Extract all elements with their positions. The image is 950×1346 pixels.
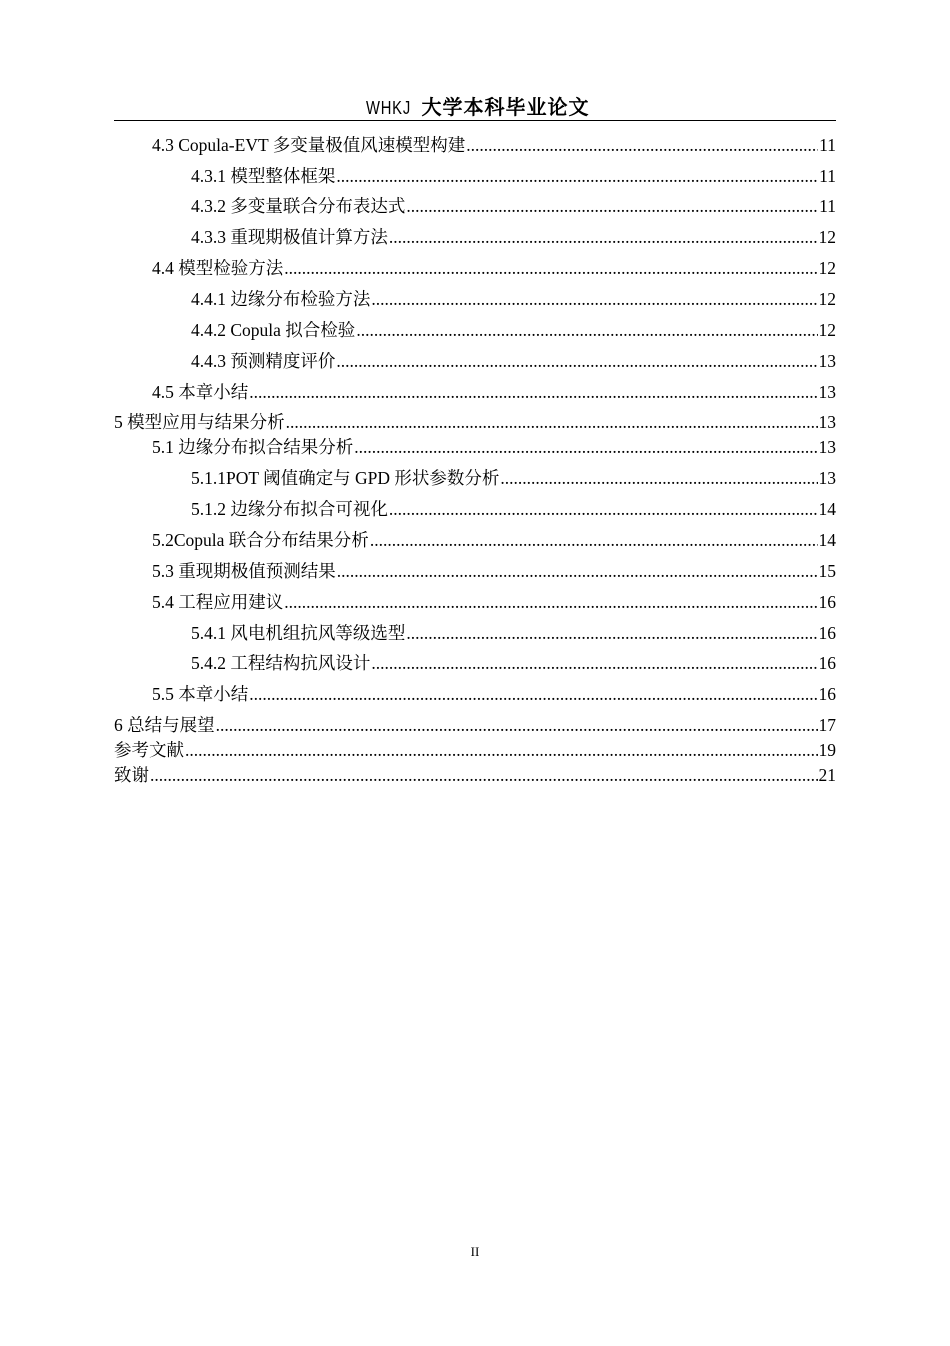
- toc-entry-5-4-2[interactable]: [114, 651, 836, 675]
- toc-entry-title: 5 模型应用与结果分析: [114, 412, 285, 432]
- toc-entry-references[interactable]: [114, 738, 836, 762]
- toc-entry-title: 5.1.1POT 阈值确定与 GPD 形状参数分析: [191, 468, 500, 488]
- toc-entry-5-3[interactable]: [114, 559, 836, 583]
- toc-entry-4-4[interactable]: [114, 256, 836, 280]
- toc-entry-title: 4.3 Copula-EVT 多变量极值风速模型构建: [152, 135, 466, 155]
- toc-leader-dots: [389, 225, 818, 249]
- toc-entry-title: 4.5 本章小结: [152, 382, 249, 402]
- toc-leader-dots: [336, 349, 817, 373]
- toc-entry-title: 致谢: [114, 765, 149, 785]
- toc-entry-page: 11: [819, 196, 836, 216]
- toc-entry-page: 13: [818, 437, 836, 457]
- toc-entry-4-5[interactable]: [114, 380, 836, 404]
- toc-entry-title: 5.4.2 工程结构抗风设计: [191, 653, 371, 673]
- toc-entry-4-4-2[interactable]: [114, 318, 836, 342]
- toc-entry-title: 4.4.1 边缘分布检验方法: [191, 289, 371, 309]
- toc-entry-title: 5.5 本章小结: [152, 684, 249, 704]
- toc-entry-title: 5.4 工程应用建议: [152, 592, 284, 612]
- toc-entry-page: 16: [818, 684, 836, 704]
- toc-entry-5[interactable]: [114, 410, 836, 434]
- toc-entry-title: 5.2Copula 联合分布结果分析: [152, 530, 369, 550]
- page-header: [114, 94, 836, 121]
- toc-leader-dots: [216, 713, 818, 737]
- toc-entry-5-4-1[interactable]: [114, 621, 836, 645]
- toc-leader-dots: [356, 318, 817, 342]
- toc-entry-6[interactable]: [114, 713, 836, 737]
- toc-entry-page: 14: [818, 499, 836, 519]
- toc-entry-page: 16: [818, 653, 836, 673]
- toc-entry-acknowledgements[interactable]: [114, 763, 836, 787]
- toc-leader-dots: [284, 256, 817, 280]
- toc-entry-5-1[interactable]: [114, 435, 836, 459]
- toc-entry-5-4[interactable]: [114, 590, 836, 614]
- toc-entry-title: 5.1.2 边缘分布拟合可视化: [191, 499, 388, 519]
- toc-leader-dots: [150, 763, 818, 787]
- toc-entry-4-4-3[interactable]: [114, 349, 836, 373]
- toc-leader-dots: [249, 380, 817, 404]
- toc-entry-page: 11: [819, 135, 836, 155]
- toc-entry-title: 5.1 边缘分布拟合结果分析: [152, 437, 354, 457]
- toc-entry-title: 4.3.2 多变量联合分布表达式: [191, 196, 406, 216]
- toc-entry-title: 4.3.1 模型整体框架: [191, 166, 336, 186]
- toc-leader-dots: [337, 559, 818, 583]
- toc-entry-5-1-1[interactable]: [114, 466, 836, 490]
- toc-entry-title: 6 总结与展望: [114, 715, 215, 735]
- toc-entry-4-3[interactable]: [114, 133, 836, 157]
- toc-entry-4-3-2[interactable]: [114, 194, 836, 218]
- toc-entry-page: 17: [818, 715, 836, 735]
- toc-leader-dots: [284, 590, 817, 614]
- toc-leader-dots: [185, 738, 818, 762]
- header-school-code: WHKJ: [365, 98, 411, 118]
- toc-leader-dots: [466, 133, 818, 157]
- toc-entry-page: 15: [818, 561, 836, 581]
- toc-entry-page: 13: [818, 351, 836, 371]
- toc-entry-title: 5.3 重现期极值预测结果: [152, 561, 336, 581]
- toc-entry-5-1-2[interactable]: [114, 497, 836, 521]
- toc-entry-title: 参考文献: [114, 740, 184, 760]
- toc-entry-page: 11: [819, 166, 836, 186]
- toc-entry-title: 5.4.1 风电机组抗风等级选型: [191, 623, 406, 643]
- toc-entry-title: 4.3.3 重现期极值计算方法: [191, 227, 388, 247]
- toc-entry-4-4-1[interactable]: [114, 287, 836, 311]
- toc-entry-page: 21: [818, 765, 836, 785]
- toc-entry-page: 16: [818, 592, 836, 612]
- toc-leader-dots: [500, 466, 817, 490]
- toc-leader-dots: [249, 682, 817, 706]
- toc-leader-dots: [370, 528, 818, 552]
- toc-leader-dots: [371, 287, 817, 311]
- toc-entry-4-3-1[interactable]: [114, 164, 836, 188]
- toc-leader-dots: [336, 164, 818, 188]
- toc-entry-5-5[interactable]: [114, 682, 836, 706]
- toc-entry-page: 13: [818, 382, 836, 402]
- toc-entry-title: 4.4.2 Copula 拟合检验: [191, 320, 356, 340]
- toc-entry-page: 12: [818, 289, 836, 309]
- toc-entry-page: 12: [818, 227, 836, 247]
- toc-leader-dots: [286, 410, 818, 434]
- toc-entry-title: 4.4.3 预测精度评价: [191, 351, 336, 371]
- toc-leader-dots: [371, 651, 817, 675]
- toc-entry-title: 4.4 模型检验方法: [152, 258, 284, 278]
- toc-entry-page: 19: [818, 740, 836, 760]
- toc-leader-dots: [406, 194, 818, 218]
- header-title: 大学本科毕业论文: [421, 95, 590, 119]
- toc-entry-5-2[interactable]: [114, 528, 836, 552]
- toc-entry-page: 13: [818, 468, 836, 488]
- toc-entry-page: 13: [818, 412, 836, 432]
- toc-leader-dots: [389, 497, 818, 521]
- toc-entry-page: 12: [818, 320, 836, 340]
- toc-entry-page: 16: [818, 623, 836, 643]
- toc-entry-page: 12: [818, 258, 836, 278]
- toc-entry-page: 14: [818, 530, 836, 550]
- toc-leader-dots: [354, 435, 817, 459]
- toc-leader-dots: [406, 621, 817, 645]
- page-number: II: [470, 1244, 480, 1259]
- toc-entry-4-3-3[interactable]: [114, 225, 836, 249]
